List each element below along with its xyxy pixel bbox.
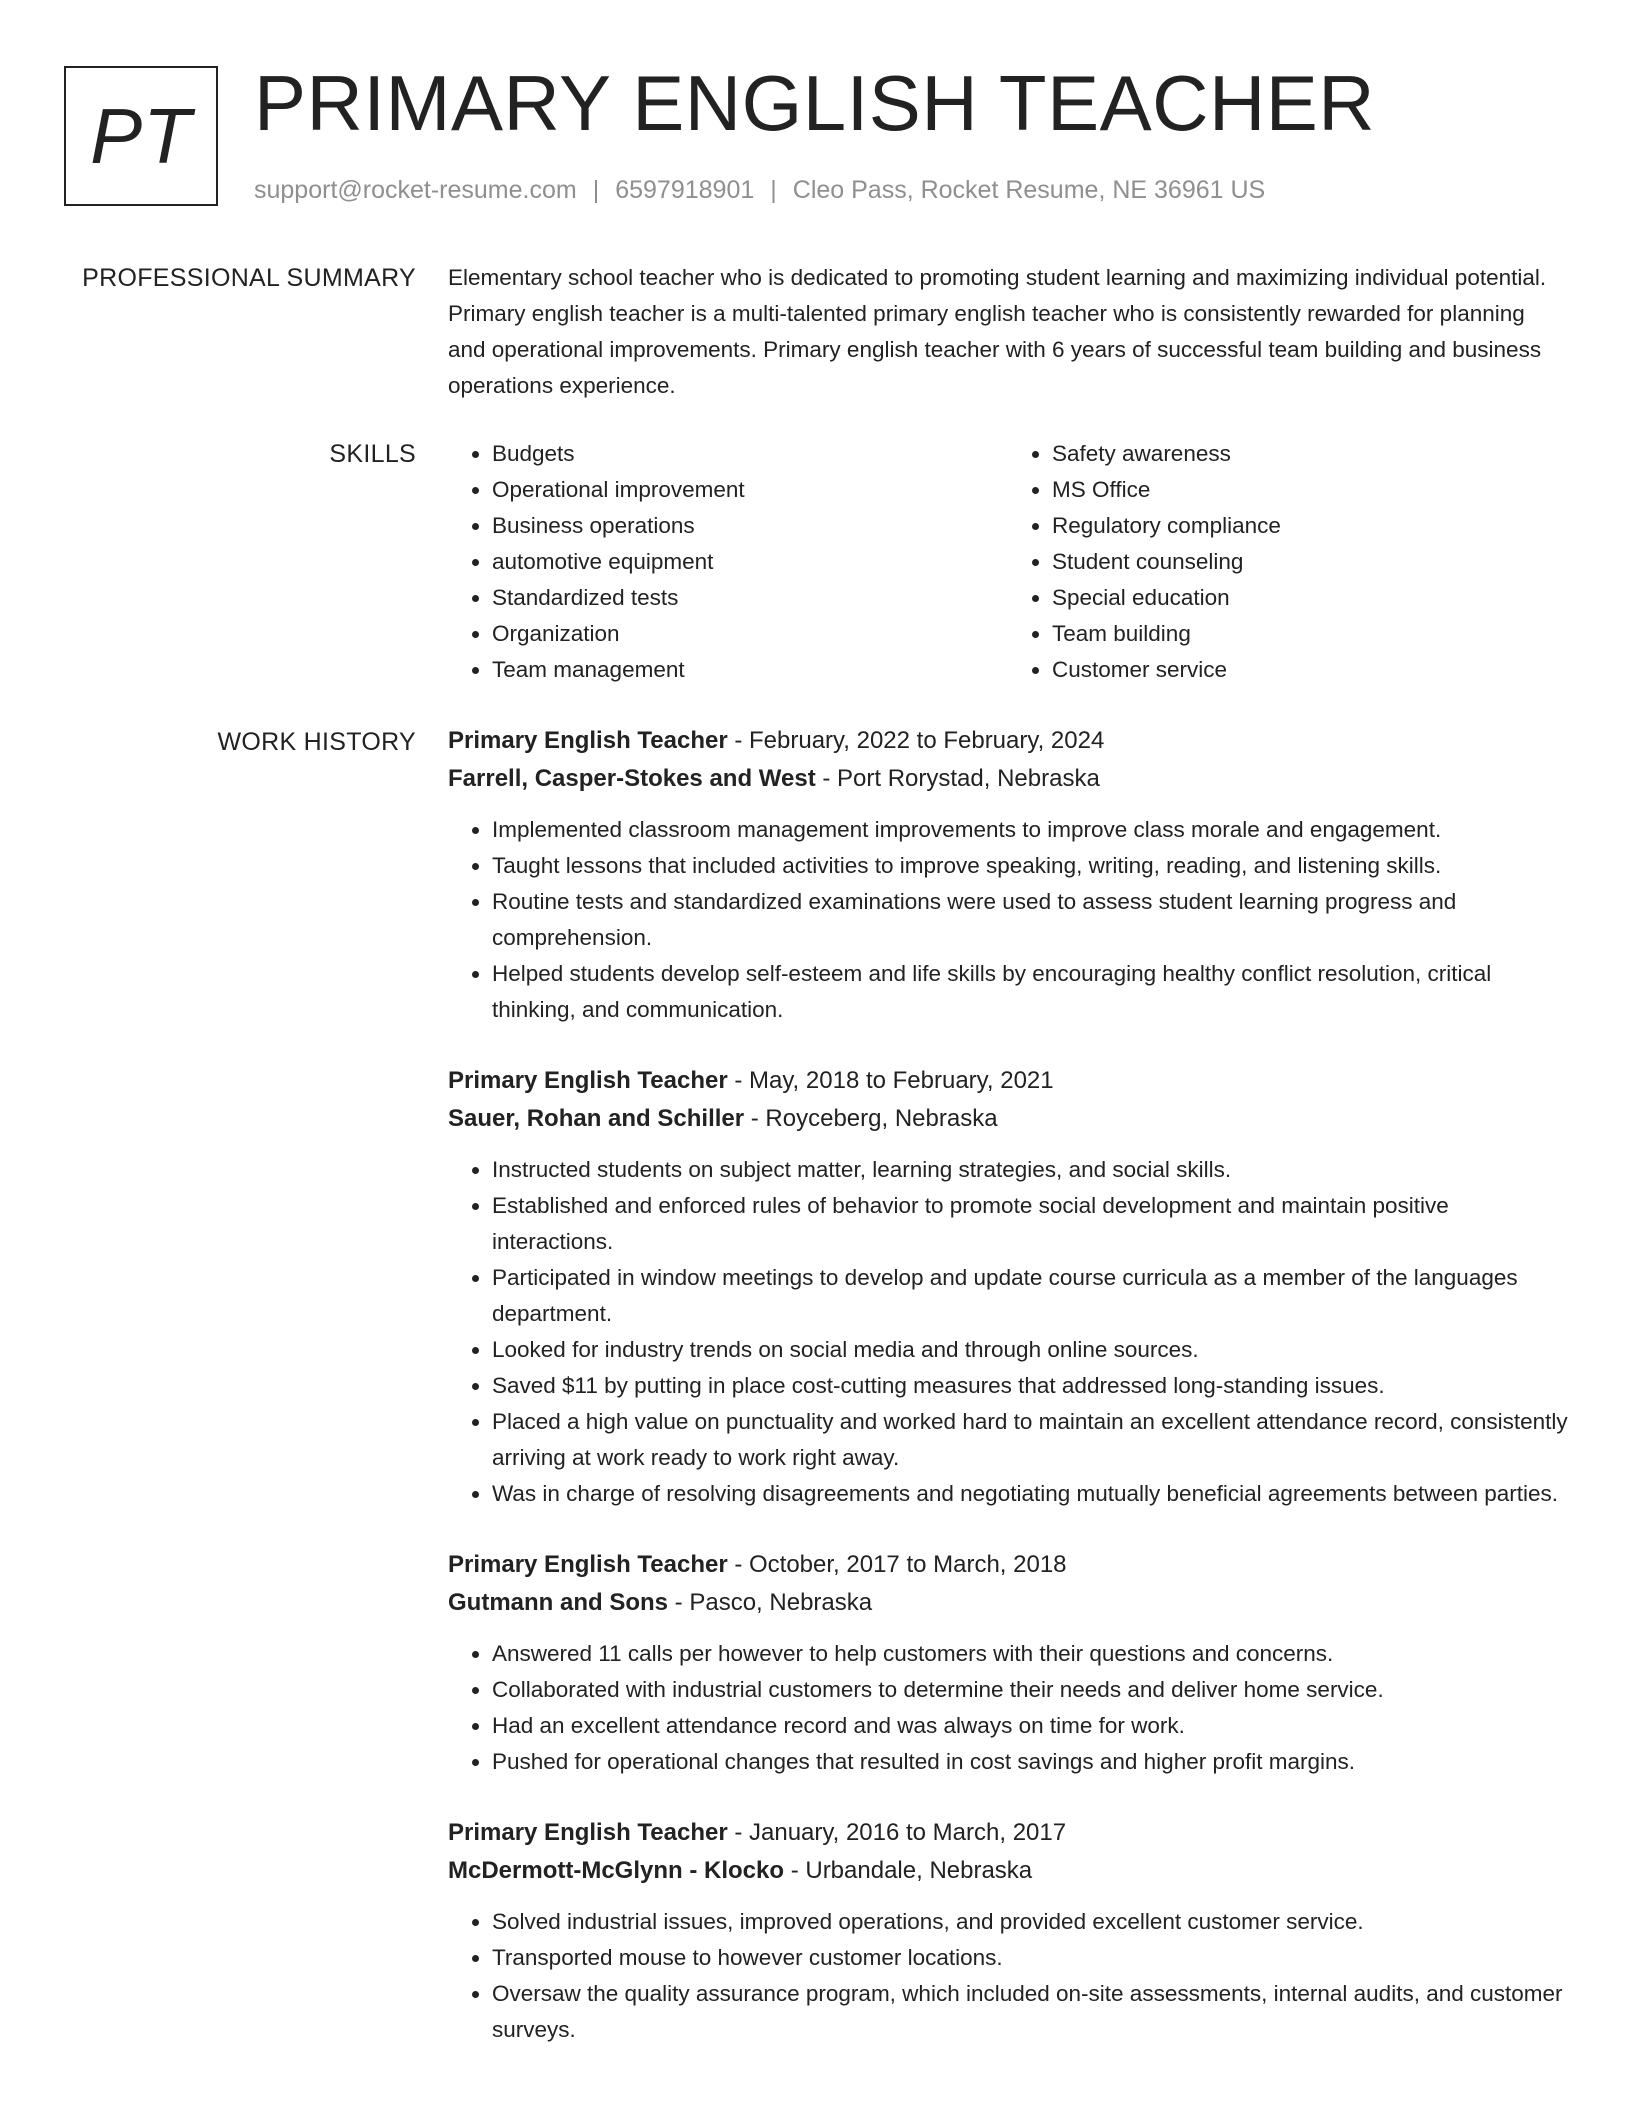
dash: - <box>727 1819 749 1846</box>
job-bullet: • Solved industrial issues, improved operations, and provided excellent customer service. <box>492 1904 1568 1940</box>
job-dates: October, 2017 to March, 2018 <box>749 1551 1067 1578</box>
skill-item: • Special education <box>1052 580 1568 616</box>
job-location: Pasco, Nebraska <box>689 1589 873 1616</box>
skills-label: SKILLS <box>329 440 416 468</box>
skills-list-right <box>1008 436 1568 688</box>
monogram-initials: PT <box>90 91 192 180</box>
job-company-line <box>448 1852 1568 1890</box>
job-location: Royceberg, Nebraska <box>765 1105 998 1132</box>
job-entry <box>448 1062 1568 1512</box>
job-entry <box>448 722 1568 1028</box>
skill-item: • Business operations <box>492 508 1008 544</box>
skill-item: • Safety awareness <box>1052 436 1568 472</box>
job-bullet: • Routine tests and standardized examinations were used to assess student learning progress and comprehension. <box>492 884 1568 956</box>
job-dates: February, 2022 to February, 2024 <box>749 727 1105 754</box>
dash: - <box>668 1589 690 1616</box>
skill-item: • Organization <box>492 616 1008 652</box>
dash: - <box>727 1067 749 1094</box>
job-bullets <box>448 1152 1568 1512</box>
job-company: Gutmann and Sons <box>448 1589 669 1616</box>
job-title-line <box>448 722 1568 760</box>
job-bullet: • Was in charge of resolving disagreements and negotiating mutually beneficial agreements between parties. <box>492 1476 1568 1512</box>
skill-item: • Operational improvement <box>492 472 1008 508</box>
contact-separator: | <box>592 176 600 204</box>
contact-separator: | <box>770 176 777 204</box>
contact-address: Cleo Pass, Rocket Resume, NE 36961 US <box>792 176 1266 204</box>
skills-list-left <box>448 436 1008 688</box>
skill-item: • Customer service <box>1052 652 1568 688</box>
job-title-line <box>448 1814 1568 1852</box>
job-bullet: • Implemented classroom management improvements to improve class morale and engagement. <box>492 812 1568 848</box>
job-company: McDermott-McGlynn - Klocko <box>448 1857 785 1884</box>
job-bullet: • Participated in window meetings to develop and update course curricula as a member of the languages department. <box>492 1260 1568 1332</box>
job-entry <box>448 1546 1568 1780</box>
dash: - <box>744 1105 766 1132</box>
job-bullets <box>448 1636 1568 1780</box>
job-company: Farrell, Casper-Stokes and West <box>448 765 816 792</box>
dash: - <box>784 1857 806 1884</box>
job-bullet: • Looked for industry trends on social media and through online sources. <box>492 1332 1568 1368</box>
job-bullet: • Had an excellent attendance record and was always on time for work. <box>492 1708 1568 1744</box>
job-company: Sauer, Rohan and Schiller <box>448 1105 745 1132</box>
job-bullets <box>448 1904 1568 2048</box>
summary-label: PROFESSIONAL SUMMARY <box>82 264 416 292</box>
contact-phone: 6597918901 <box>615 176 755 204</box>
job-bullet: • Pushed for operational changes that resulted in cost savings and higher profit margins. <box>492 1744 1568 1780</box>
monogram-badge <box>64 66 218 206</box>
job-title: Primary English Teacher <box>448 1067 728 1094</box>
job-title: Primary English Teacher <box>448 1551 728 1578</box>
skill-item: • Team building <box>1052 616 1568 652</box>
skill-item: • automotive equipment <box>492 544 1008 580</box>
job-dates: May, 2018 to February, 2021 <box>749 1067 1054 1094</box>
job-company-line <box>448 760 1568 798</box>
job-title: Primary English Teacher <box>448 1819 728 1846</box>
job-bullet: • Saved $11 by putting in place cost-cutting measures that addressed long-standing issues. <box>492 1368 1568 1404</box>
job-bullet: • Placed a high value on punctuality and worked hard to maintain an excellent attendance record, consistently arriving at work ready to work right away. <box>492 1404 1568 1476</box>
job-location: Port Rorystad, Nebraska <box>837 765 1100 792</box>
job-title-line <box>448 1546 1568 1584</box>
contact-email: support@rocket-resume.com <box>254 176 577 204</box>
job-bullet: • Taught lessons that included activities to improve speaking, writing, reading, and listening skills. <box>492 848 1568 884</box>
job-bullets <box>448 812 1568 1028</box>
skill-item: • Team management <box>492 652 1008 688</box>
job-location: Urbandale, Nebraska <box>805 1857 1033 1884</box>
job-entry <box>448 1814 1568 2048</box>
dash: - <box>815 765 838 792</box>
job-title: Primary English Teacher <box>448 727 728 754</box>
dash: - <box>727 727 749 754</box>
job-bullet: • Established and enforced rules of behavior to promote social development and maintain positive interactions. <box>492 1188 1568 1260</box>
job-bullet: • Instructed students on subject matter, learning strategies, and social skills. <box>492 1152 1568 1188</box>
skill-item: • Standardized tests <box>492 580 1008 616</box>
work-history-label: WORK HISTORY <box>217 728 416 756</box>
job-dates: January, 2016 to March, 2017 <box>749 1819 1067 1846</box>
resume-title: PRIMARY ENGLISH TEACHER <box>254 59 1376 147</box>
job-bullet: • Helped students develop self-esteem and life skills by encouraging healthy conflict resolution, critical thinking, and communication. <box>492 956 1568 1028</box>
skill-item: • Student counseling <box>1052 544 1568 580</box>
skill-item: • Budgets <box>492 436 1008 472</box>
skill-item: • MS Office <box>1052 472 1568 508</box>
skill-item: • Regulatory compliance <box>1052 508 1568 544</box>
job-company-line <box>448 1584 1568 1622</box>
job-bullet: • Oversaw the quality assurance program, which included on-site assessments, internal audits, and customer surveys. <box>492 1976 1568 2048</box>
job-bullet: • Answered 11 calls per however to help customers with their questions and concerns. <box>492 1636 1568 1672</box>
contact-line <box>254 174 1265 206</box>
job-company-line <box>448 1100 1568 1138</box>
job-bullet: • Transported mouse to however customer locations. <box>492 1940 1568 1976</box>
job-title-line <box>448 1062 1568 1100</box>
summary-text: Elementary school teacher who is dedicated to promoting student learning and maximizing individual potential. Primary english teacher is a multi-talented primary english teacher who is consistently rewarded for planning and operational improvements. Primary english teacher with 6 years of successful team building and business operations experience. <box>448 265 1547 398</box>
job-bullet: • Collaborated with industrial customers to determine their needs and deliver home service. <box>492 1672 1568 1708</box>
dash: - <box>727 1551 749 1578</box>
